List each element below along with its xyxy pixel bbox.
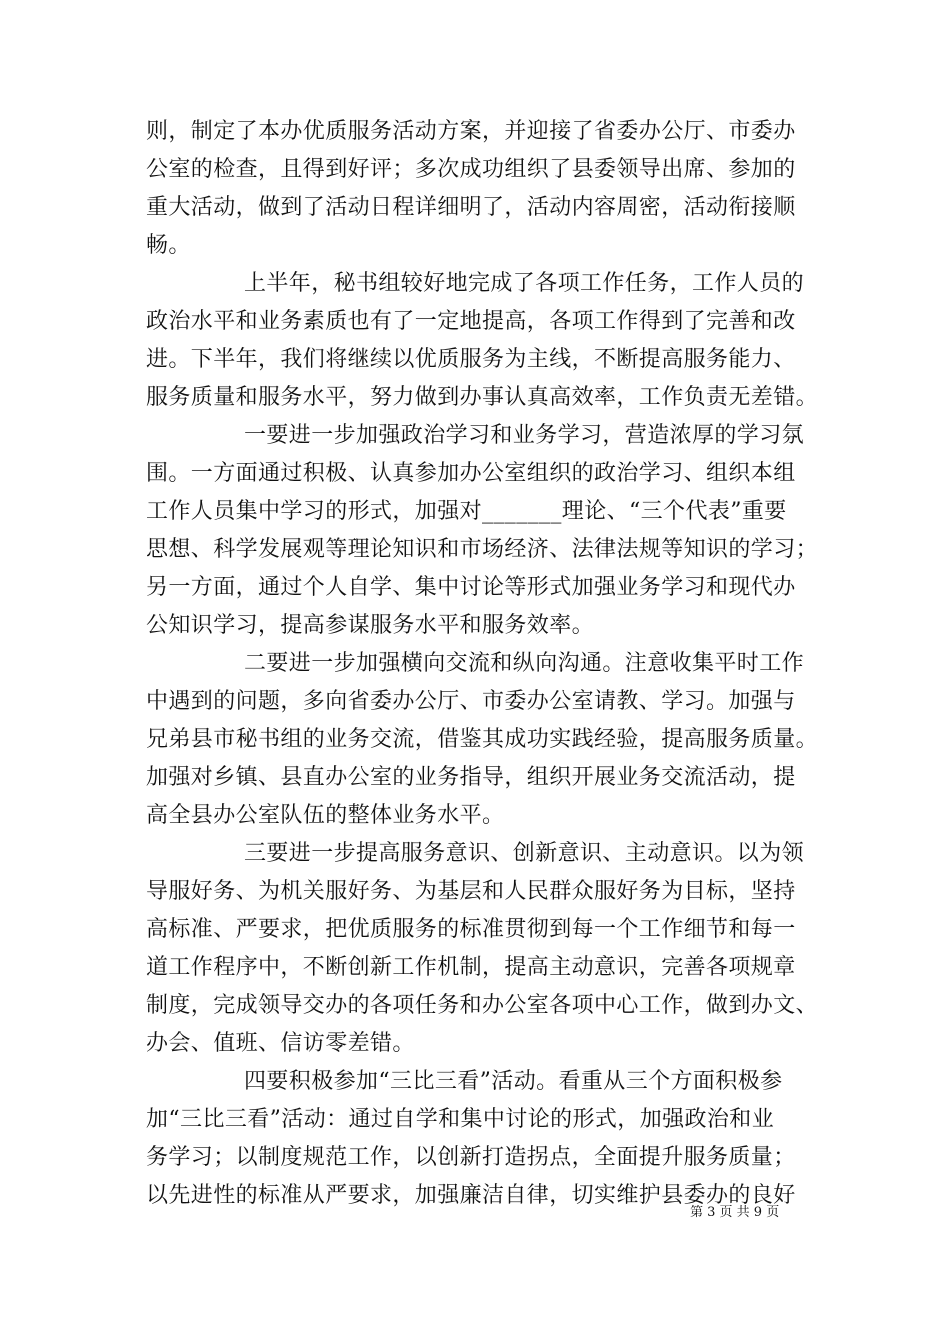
text-line: 兄弟县市秘书组的业务交流，借鉴其成功实践经验，提高服务质量。 xyxy=(146,727,819,752)
text-line: 高全县办公室队伍的整体业务水平。 xyxy=(146,803,505,828)
text-line: 围。一方面通过积极、认真参加办公室组织的政治学习、组织本组 xyxy=(146,461,796,486)
text-line: 则，制定了本办优质服务活动方案，并迎接了省委办公厅、市委办 xyxy=(146,119,796,144)
text-line: 重大活动，做到了活动日程详细明了，活动内容周密，活动衔接顺 xyxy=(146,195,796,220)
text-line: 公知识学习，提高参谋服务水平和服务效率。 xyxy=(146,613,595,638)
text-line: 道工作程序中，不断创新工作机制，提高主动意识，完善各项规章 xyxy=(146,955,796,980)
paragraph-first-line: 二要进一步加强横向交流和纵向沟通。注意收集平时工作 xyxy=(244,651,805,676)
text-line: 进。下半年，我们将继续以优质服务为主线，不断提高服务能力、 xyxy=(146,347,796,372)
text-line: 高标准、严要求，把优质服务的标准贯彻到每一个工作细节和每一 xyxy=(146,917,796,942)
text-line: 工作人员集中学习的形式，加强对_______理论、“三个代表”重要 xyxy=(146,499,787,524)
text-line: 中遇到的问题，多向省委办公厅、市委办公室请教、学习。加强与 xyxy=(146,689,796,714)
text-line: 务学习；以制度规范工作，以创新打造拐点，全面提升服务质量； xyxy=(146,1145,796,1170)
text-line: 公室的检查，且得到好评；多次成功组织了县委领导出席、参加的 xyxy=(146,157,796,182)
text-line: 政治水平和业务素质也有了一定地提高，各项工作得到了完善和改 xyxy=(146,309,796,334)
text-line: 思想、科学发展观等理论知识和市场经济、法律法规等知识的学习； xyxy=(146,537,819,562)
text-line: 服务质量和服务水平，努力做到办事认真高效率，工作负责无差错。 xyxy=(146,385,819,410)
text-line: 另一方面，通过个人自学、集中讨论等形式加强业务学习和现代办 xyxy=(146,575,796,600)
paragraph-first-line: 三要进一步提高服务意识、创新意识、主动意识。以为领 xyxy=(244,841,805,866)
page-number-footer: 第 3 页 共 9 页 xyxy=(690,1205,780,1220)
paragraph-first-line: 一要进一步加强政治学习和业务学习，营造浓厚的学习氛 xyxy=(244,423,805,448)
paragraph-first-line: 四要积极参加“三比三看”活动。看重从三个方面积极参 xyxy=(244,1069,783,1094)
text-line: 办会、值班、信访零差错。 xyxy=(146,1031,415,1056)
text-line: 制度，完成领导交办的各项任务和办公室各项中心工作，做到办文、 xyxy=(146,993,819,1018)
text-line: 加强对乡镇、县直办公室的业务指导，组织开展业务交流活动，提 xyxy=(146,765,796,790)
text-line: 畅。 xyxy=(146,233,191,258)
text-line: 导服好务、为机关服好务、为基层和人民群众服好务为目标，坚持 xyxy=(146,879,796,904)
paragraph-first-line: 上半年，秘书组较好地完成了各项工作任务，工作人员的 xyxy=(244,271,805,296)
text-line: 加“三比三看”活动：通过自学和集中讨论的形式，加强政治和业 xyxy=(146,1107,775,1132)
text-line: 以先进性的标准从严要求，加强廉洁自律，切实维护县委办的良好 xyxy=(146,1183,796,1208)
